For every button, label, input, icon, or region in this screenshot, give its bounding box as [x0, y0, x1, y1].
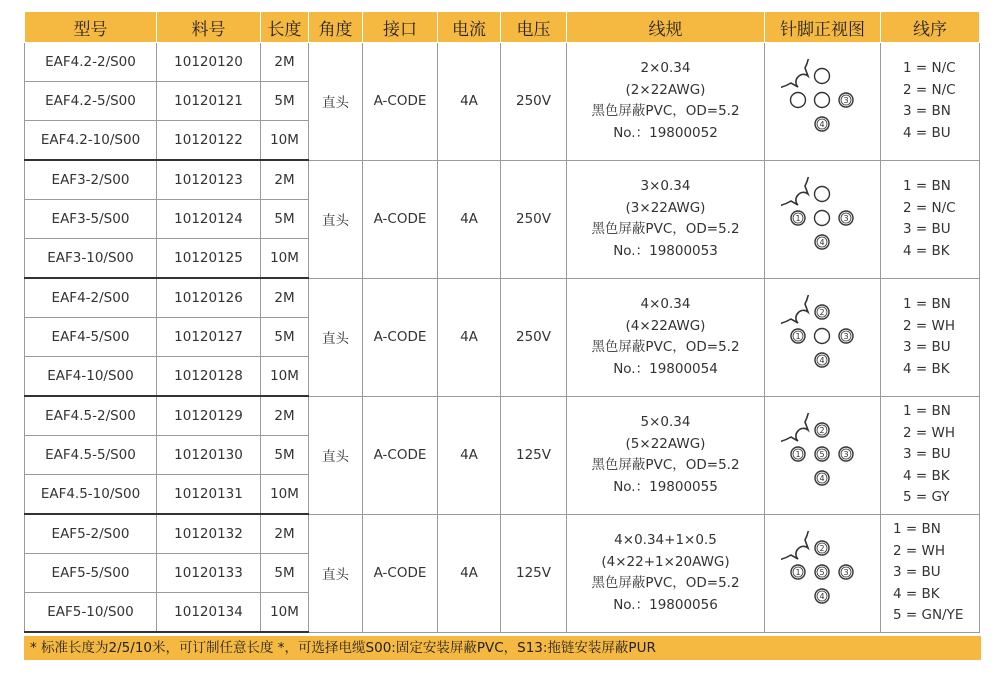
pin-number: 5: [818, 450, 825, 459]
header-current: 电流: [438, 12, 501, 43]
angle-cell: 直头: [309, 43, 363, 161]
connector-housing: [781, 413, 809, 443]
interface-cell: A-CODE: [363, 160, 438, 278]
wire-sequence-cell: [881, 278, 980, 396]
length-cell: 10M: [261, 239, 309, 279]
part-number-cell: 10120134: [157, 593, 261, 633]
part-number-cell: 10120132: [157, 514, 261, 554]
part-number-cell: 10120126: [157, 278, 261, 318]
length-cell: 5M: [261, 200, 309, 239]
pin-number: 2: [818, 544, 825, 553]
wire-sequence-line: 1 = BN: [893, 521, 941, 538]
part-number-cell: 10120124: [157, 200, 261, 239]
wire-sequence-line: 3 = BU: [903, 221, 951, 237]
pin-view-cell: [765, 278, 881, 396]
table-row: [25, 43, 980, 82]
wire-sequence-line: 2 = WH: [893, 542, 945, 559]
product-spec-table: [24, 11, 980, 633]
wire-spec-line: 4×0.34+1×0.5: [614, 532, 717, 548]
pin-hole: [814, 69, 829, 84]
pin-number: 4: [818, 238, 825, 247]
header-model: 型号: [25, 12, 157, 43]
header-pin-view: 针脚正视图: [765, 12, 881, 43]
wire-sequence-line: 4 = BK: [903, 360, 950, 377]
pin-view-cell: [765, 160, 881, 278]
model-cell: EAF4-2/S00: [25, 278, 157, 318]
connector-housing: [781, 177, 809, 207]
connector-face-diagram: [781, 413, 865, 497]
wire-spec-line: No.：19800056: [613, 596, 718, 613]
wire-sequence-line: 3 = BU: [903, 446, 951, 463]
pin-number: 3: [842, 332, 849, 341]
wire-sequence-cell: [881, 514, 980, 632]
header-length: 长度: [261, 12, 309, 43]
length-cell: 10M: [261, 357, 309, 397]
length-cell: 5M: [261, 436, 309, 475]
connector-housing: [781, 59, 809, 89]
wire-spec-line: 黑色屏蔽PVC，OD=5.2: [591, 221, 740, 237]
current-cell: 4A: [438, 396, 501, 514]
length-cell: 5M: [261, 82, 309, 121]
wire-sequence-line: 3 = BU: [903, 339, 951, 355]
pin-number: 2: [818, 308, 825, 317]
wire-spec-line: No.：19800053: [613, 242, 718, 259]
table-row: [25, 160, 980, 200]
model-cell: EAF4.5-10/S00: [25, 475, 157, 515]
pin-hole: [814, 187, 829, 202]
wire-spec-line: 黑色屏蔽PVC，OD=5.2: [591, 103, 740, 120]
wire-spec-line: (4×22AWG): [625, 317, 706, 334]
connector-face-diagram: [781, 177, 865, 261]
angle-cell: 直头: [309, 278, 363, 396]
pin-number: 1: [794, 450, 801, 459]
table-row: [25, 396, 980, 436]
part-number-cell: 10120130: [157, 436, 261, 475]
wire-spec-line: 5×0.34: [640, 414, 691, 430]
wire-spec-line: (3×22AWG): [625, 199, 706, 216]
pin-hole: [814, 329, 829, 344]
wire-sequence-cell: [881, 160, 980, 278]
model-cell: EAF5-5/S00: [25, 554, 157, 593]
pin-number: 4: [818, 474, 825, 483]
part-number-cell: 10120133: [157, 554, 261, 593]
pin-number: 3: [842, 450, 849, 459]
pin-hole: [790, 93, 805, 108]
model-cell: EAF4.5-2/S00: [25, 396, 157, 436]
wire-sequence-line: 4 = BU: [903, 124, 951, 141]
pin-number: 3: [842, 214, 849, 223]
length-cell: 2M: [261, 396, 309, 436]
wire-sequence-line: 2 = N/C: [903, 199, 956, 216]
pin-number: 1: [794, 332, 801, 341]
connector-housing: [781, 531, 809, 561]
wire-spec-line: No.：19800052: [613, 124, 718, 141]
length-cell: 2M: [261, 514, 309, 554]
pin-view-cell: [765, 43, 881, 161]
wire-spec-line: 2×0.34: [640, 60, 691, 77]
length-cell: 5M: [261, 318, 309, 357]
interface-cell: A-CODE: [363, 278, 438, 396]
pin-view-cell: [765, 396, 881, 514]
wire-sequence-line: 5 = GN/YE: [893, 607, 964, 624]
length-cell: 2M: [261, 43, 309, 82]
wire-spec-cell: [567, 43, 765, 161]
wire-spec-line: No.：19800055: [613, 478, 718, 495]
connector-face-diagram: [781, 59, 865, 143]
wire-sequence-line: 1 = N/C: [903, 60, 956, 77]
part-number-cell: 10120121: [157, 82, 261, 121]
wire-spec-cell: [567, 160, 765, 278]
header-wire-sequence: 线序: [881, 12, 980, 43]
wire-sequence-cell: [881, 43, 980, 161]
header-wire-spec: 线规: [567, 12, 765, 43]
pin-number: 4: [818, 356, 825, 365]
wire-sequence-line: 4 = BK: [903, 242, 950, 259]
model-cell: EAF4.2-5/S00: [25, 82, 157, 121]
pin-number: 5: [818, 568, 825, 577]
angle-cell: 直头: [309, 514, 363, 632]
wire-sequence-line: 3 = BU: [893, 564, 941, 581]
wire-sequence-line: 5 = GY: [903, 489, 950, 506]
wire-spec-cell: [567, 278, 765, 396]
wire-sequence-line: 1 = BN: [903, 296, 951, 312]
model-cell: EAF4.2-2/S00: [25, 43, 157, 82]
model-cell: EAF5-10/S00: [25, 593, 157, 633]
pin-number: 1: [794, 214, 801, 223]
pin-number: 3: [842, 96, 849, 106]
table-row: [25, 278, 980, 318]
part-number-cell: 10120131: [157, 475, 261, 515]
pin-view-cell: [765, 514, 881, 632]
pin-number: 3: [842, 568, 849, 577]
length-cell: 10M: [261, 593, 309, 633]
interface-cell: A-CODE: [363, 514, 438, 632]
wire-sequence-line: 4 = BK: [893, 585, 940, 602]
voltage-cell: 250V: [501, 43, 567, 161]
model-cell: EAF3-5/S00: [25, 200, 157, 239]
current-cell: 4A: [438, 514, 501, 632]
part-number-cell: 10120128: [157, 357, 261, 397]
wire-spec-cell: [567, 396, 765, 514]
pin-number: 2: [818, 426, 825, 435]
wire-sequence-line: 1 = BN: [903, 403, 951, 420]
voltage-cell: 250V: [501, 160, 567, 278]
model-cell: EAF3-10/S00: [25, 239, 157, 279]
length-cell: 2M: [261, 278, 309, 318]
wire-sequence-cell: [881, 396, 980, 514]
interface-cell: A-CODE: [363, 396, 438, 514]
length-cell: 10M: [261, 475, 309, 515]
current-cell: 4A: [438, 160, 501, 278]
voltage-cell: 125V: [501, 514, 567, 632]
wire-spec-line: No.：19800054: [613, 360, 718, 377]
pin-hole: [814, 93, 829, 108]
length-cell: 5M: [261, 554, 309, 593]
footnote-bar: * 标准长度为2/5/10米，可订制任意长度 *，可选择电缆S00:固定安装屏蔽PVC，S13:拖链安装屏蔽PUR: [24, 636, 981, 660]
model-cell: EAF4-5/S00: [25, 318, 157, 357]
pin-number: 1: [794, 568, 801, 577]
wire-sequence-line: 1 = BN: [903, 178, 951, 194]
wire-spec-line: 黑色屏蔽PVC，OD=5.2: [591, 575, 740, 591]
length-cell: 2M: [261, 160, 309, 200]
current-cell: 4A: [438, 278, 501, 396]
part-number-cell: 10120120: [157, 43, 261, 82]
header-part-number: 料号: [157, 12, 261, 43]
voltage-cell: 125V: [501, 396, 567, 514]
interface-cell: A-CODE: [363, 43, 438, 161]
header-angle: 角度: [309, 12, 363, 43]
model-cell: EAF4-10/S00: [25, 357, 157, 397]
model-cell: EAF4.5-5/S00: [25, 436, 157, 475]
length-cell: 10M: [261, 121, 309, 161]
wire-spec-line: 黑色屏蔽PVC，OD=5.2: [591, 339, 740, 355]
model-cell: EAF4.2-10/S00: [25, 121, 157, 161]
wire-sequence-line: 4 = BK: [903, 467, 950, 484]
voltage-cell: 250V: [501, 278, 567, 396]
wire-spec-line: 3×0.34: [640, 178, 691, 194]
connector-housing: [781, 295, 809, 325]
connector-face-diagram: [781, 295, 865, 379]
part-number-cell: 10120122: [157, 121, 261, 161]
pin-number: 4: [818, 592, 825, 601]
model-cell: EAF3-2/S00: [25, 160, 157, 200]
wire-spec-cell: [567, 514, 765, 632]
wire-spec-line: (4×22+1×20AWG): [601, 553, 730, 570]
model-cell: EAF5-2/S00: [25, 514, 157, 554]
wire-sequence-line: 2 = N/C: [903, 81, 956, 98]
header-voltage: 电压: [501, 12, 567, 43]
header-interface: 接口: [363, 12, 438, 43]
wire-spec-line: (2×22AWG): [625, 81, 706, 98]
wire-sequence-line: 2 = WH: [903, 317, 955, 334]
part-number-cell: 10120125: [157, 239, 261, 279]
pin-number: 4: [818, 120, 825, 130]
angle-cell: 直头: [309, 160, 363, 278]
current-cell: 4A: [438, 43, 501, 161]
pin-hole: [814, 211, 829, 226]
table-row: [25, 514, 980, 554]
part-number-cell: 10120127: [157, 318, 261, 357]
wire-sequence-line: 3 = BN: [903, 103, 951, 120]
wire-sequence-line: 2 = WH: [903, 424, 955, 441]
part-number-cell: 10120123: [157, 160, 261, 200]
part-number-cell: 10120129: [157, 396, 261, 436]
header-row: [25, 12, 980, 43]
angle-cell: 直头: [309, 396, 363, 514]
wire-spec-line: (5×22AWG): [625, 435, 706, 452]
wire-spec-line: 4×0.34: [640, 296, 691, 312]
wire-spec-line: 黑色屏蔽PVC，OD=5.2: [591, 457, 740, 473]
connector-face-diagram: [781, 531, 865, 615]
